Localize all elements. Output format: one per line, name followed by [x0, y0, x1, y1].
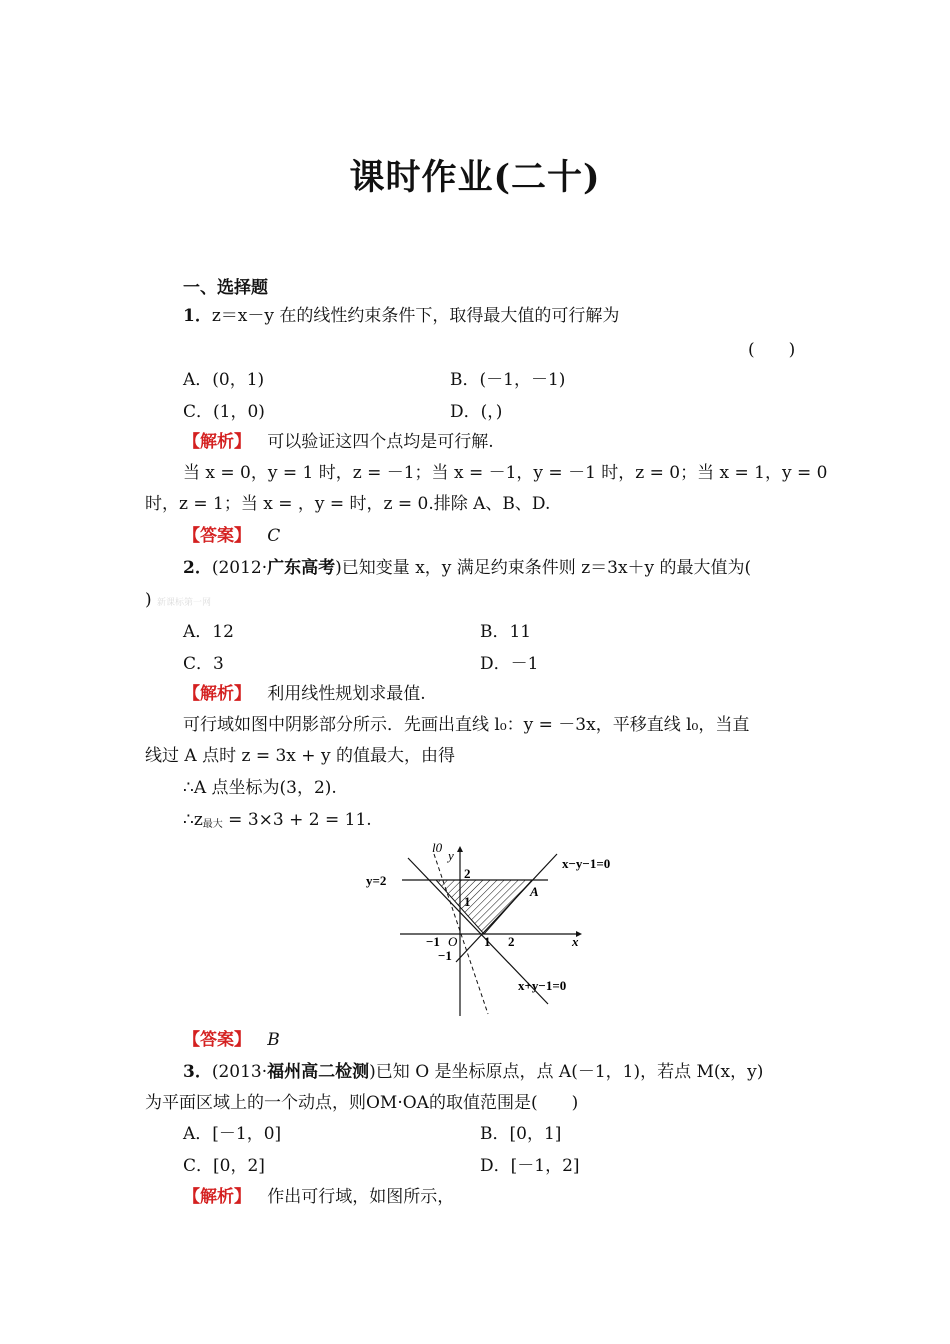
watermark: 新课标第一网 — [157, 598, 212, 608]
label-tick-y-minus-1: −1 — [438, 948, 452, 963]
q3-analysis-line-1 — [183, 1185, 454, 1209]
label-tick-y-2: 2 — [464, 866, 471, 881]
q1-analysis-text-1: 可以验证这四个点均是可行解. — [267, 432, 494, 452]
q2-stem-end-line — [145, 588, 211, 615]
q3-option-d: D．[－1，2] — [480, 1156, 580, 1176]
q3-number: 3． — [183, 1062, 212, 1082]
q3-analysis-text-1: 作出可行域，如图所示， — [267, 1187, 455, 1207]
q2-answer: B — [267, 1030, 280, 1050]
q2-z-max-prefix: ∴z — [183, 810, 203, 830]
analysis-tag: 【解析】 — [183, 432, 251, 452]
answer-tag: 【答案】 — [183, 526, 251, 546]
q1-stem-text: z＝x－y 在的线性约束条件下，取得最大值的可行解为 — [211, 306, 620, 326]
q1-analysis-line-1 — [183, 430, 494, 454]
q3-option-a: A．[－1，0] — [183, 1124, 282, 1144]
q3-option-c: C．[0，2] — [183, 1156, 265, 1176]
q2-source-open: (2012· — [211, 558, 268, 578]
q1-answer: C — [267, 526, 281, 546]
q1-option-d: D．(，) — [450, 402, 503, 422]
q2-z-max-value: = 3×3 + 2 = 11. — [222, 810, 372, 830]
page-title: 课时作业(二十) — [349, 157, 601, 198]
q3-source: 福州高二检测 — [267, 1062, 370, 1082]
q2-answer-line — [183, 1028, 280, 1052]
q2-source: 广东高考 — [267, 558, 336, 578]
q1-option-c: C．(1，0) — [183, 402, 265, 422]
q2-stem-end: ) — [145, 590, 152, 610]
q1-analysis-line-3: 时，z = 1；当 x = ，y = 时，z = 0.排除 A、B、D. — [145, 494, 551, 514]
q2-number: 2． — [183, 558, 212, 578]
feasible-region-figure — [362, 838, 622, 1020]
q2-stem-text: )已知变量 x，y 满足约束条件则 z＝3x＋y 的最大值为( — [335, 558, 752, 578]
label-tick-x-2: 2 — [508, 934, 515, 949]
analysis-tag: 【解析】 — [183, 684, 251, 704]
label-tick-y-1: 1 — [464, 894, 471, 909]
label-tick-x-minus-1: −1 — [426, 934, 440, 949]
q2-stem — [183, 556, 751, 580]
q1-answer-line — [183, 524, 280, 548]
label-y-axis: y — [448, 848, 454, 863]
q2-analysis-line-4: ∴A 点坐标为(3，2). — [183, 778, 337, 798]
label-l0: l0 — [432, 840, 443, 855]
q2-z-max-subscript: 最大 — [202, 819, 223, 830]
q3-source-open: (2013· — [211, 1062, 268, 1082]
q2-option-a: A．12 — [183, 622, 234, 642]
label-origin: O — [448, 934, 458, 949]
q3-stem-text-1: )已知 O 是坐标原点，点 A(－1，1)，若点 M(x，y) — [369, 1062, 764, 1082]
q3-option-b: B．[0，1] — [480, 1124, 562, 1144]
q1-blank: ( ) — [748, 340, 796, 360]
answer-tag: 【答案】 — [183, 1030, 251, 1050]
q2-analysis-text-1: 利用线性规划求最值. — [267, 684, 426, 704]
q2-analysis-line-2: 可行域如图中阴影部分所示．先画出直线 l₀：y = －3x，平移直线 l₀，当直 — [183, 715, 750, 735]
q2-option-b: B．11 — [480, 622, 532, 642]
y-axis-arrow — [457, 846, 463, 852]
q1-number: 1． — [183, 306, 212, 326]
label-x-axis: x — [572, 934, 579, 949]
q3-stem-line-2: 为平面区域上的一个动点，则OM·OA的取值范围是( ) — [145, 1093, 579, 1113]
label-x-plus-y-minus-1: x+y−1=0 — [518, 978, 567, 993]
q1-analysis-line-2: 当 x = 0，y = 1 时，z = －1；当 x = －1，y = －1 时，z = 0；当 x = 1，y = 0 — [183, 463, 828, 483]
shaded-region — [436, 880, 532, 934]
q2-option-d: D．－1 — [480, 654, 539, 674]
q1-option-a: A．(0，1) — [183, 370, 265, 390]
label-point-a: A — [530, 884, 539, 899]
label-tick-x-1: 1 — [484, 934, 491, 949]
q1-option-b: B．(－1，－1) — [450, 370, 566, 390]
section-heading: 一、选择题 — [183, 278, 268, 298]
q2-analysis-line-1 — [183, 682, 426, 706]
label-y-equals-2: y=2 — [366, 873, 387, 888]
q3-stem-line-1 — [183, 1060, 763, 1084]
q1-stem — [183, 304, 619, 328]
q2-analysis-line-3: 线过 A 点时 z = 3x + y 的值最大，由得 — [145, 746, 455, 766]
q2-option-c: C．3 — [183, 654, 224, 674]
q2-analysis-line-5 — [183, 808, 372, 837]
label-x-minus-y-minus-1: x−y−1=0 — [562, 856, 611, 871]
analysis-tag: 【解析】 — [183, 1187, 251, 1207]
